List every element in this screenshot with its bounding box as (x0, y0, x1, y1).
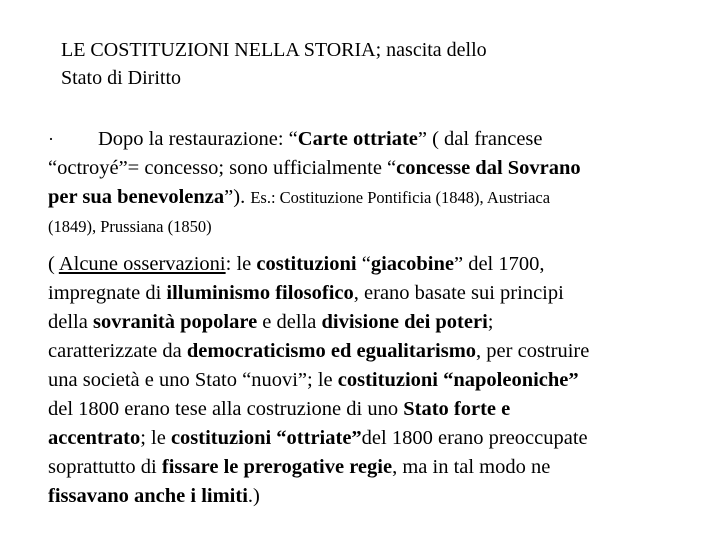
bullet-line-2 (48, 154, 688, 183)
notes-bold-term: costituzioni “napoleoniche” (337, 369, 579, 391)
notes-text: soprattutto di (48, 456, 162, 478)
notes-line-7 (48, 424, 698, 453)
notes-text: ” del 1700, (453, 253, 545, 275)
bullet-text: ”). (224, 186, 251, 208)
notes-bold-term: fissare le prerogative regie (161, 456, 393, 478)
notes-bold-term: sovranità popolare (92, 311, 258, 333)
notes-line-5 (48, 366, 698, 395)
notes-bold-term: fissavano anche i limiti (48, 485, 248, 507)
notes-underlined-text: Alcune osservazioni (58, 253, 226, 275)
notes-text: del 1800 erano tese alla costruzione di uno (48, 398, 404, 420)
bullet-bold-term: concesse dal Sovrano (396, 157, 581, 179)
notes-bold-term: costituzioni “ottriate” (170, 427, 362, 449)
notes-line-3 (48, 308, 698, 337)
notes-line-2 (48, 279, 698, 308)
notes-text: , ma in tal modo ne (392, 456, 551, 478)
notes-text: della (48, 311, 93, 333)
notes-line-1 (48, 250, 698, 279)
bullet-text: “octroyé”= concesso; sono ufficialmente “ (48, 157, 397, 179)
notes-bold-term: democraticismo ed egualitarismo (186, 340, 477, 362)
notes-text: una società e uno Stato “nuovi”; le (48, 369, 338, 391)
notes-bold-term: illuminismo filosofico (166, 282, 354, 304)
bullet-dot-icon: · (48, 129, 54, 149)
bullet-line-4: (1849), Prussiana (1850) (48, 217, 212, 236)
notes-bold-term: accentrato (48, 427, 141, 449)
notes-bold-term: Stato forte e (403, 398, 511, 420)
notes-paragraph (48, 250, 698, 511)
notes-text: del 1800 erano preoccupate (361, 427, 588, 449)
notes-text: ; le (140, 427, 171, 449)
notes-bold-term: divisione dei poteri (321, 311, 488, 333)
notes-line-4 (48, 337, 698, 366)
notes-text: , erano basate sui principi (353, 282, 564, 304)
bullet-line-1 (48, 125, 688, 154)
notes-text: .) (247, 485, 260, 507)
bullet-text: Dopo la restaurazione: “ (98, 128, 298, 150)
notes-line-8 (48, 453, 698, 482)
bullet-text: ” ( dal francese (417, 128, 543, 150)
notes-text: : le (225, 253, 257, 275)
notes-text: ; (487, 311, 494, 333)
bullet-bold-term: per sua benevolenza (48, 186, 225, 208)
notes-text: impregnate di (48, 282, 167, 304)
notes-text: , per costruire (476, 340, 590, 362)
slide-title (61, 36, 621, 92)
title-line-2: Stato di Diritto (61, 67, 181, 89)
notes-text: e della (257, 311, 322, 333)
title-line-1: LE COSTITUZIONI NELLA STORIA; nascita dello (61, 39, 487, 61)
notes-line-9 (48, 482, 698, 511)
notes-text: “ (356, 253, 371, 275)
notes-bold-term: costituzioni (256, 253, 357, 275)
bullet-line-3 (48, 183, 688, 212)
notes-bold-term: giacobine (370, 253, 454, 275)
bullet-paragraph (48, 125, 688, 241)
bullet-bold-term: Carte ottriate (297, 128, 418, 150)
notes-text: caratterizzate da (48, 340, 187, 362)
notes-text: ( (48, 253, 59, 275)
notes-line-6 (48, 395, 698, 424)
bullet-example-text: Es.: Costituzione Pontificia (1848), Austriaca (250, 188, 551, 207)
